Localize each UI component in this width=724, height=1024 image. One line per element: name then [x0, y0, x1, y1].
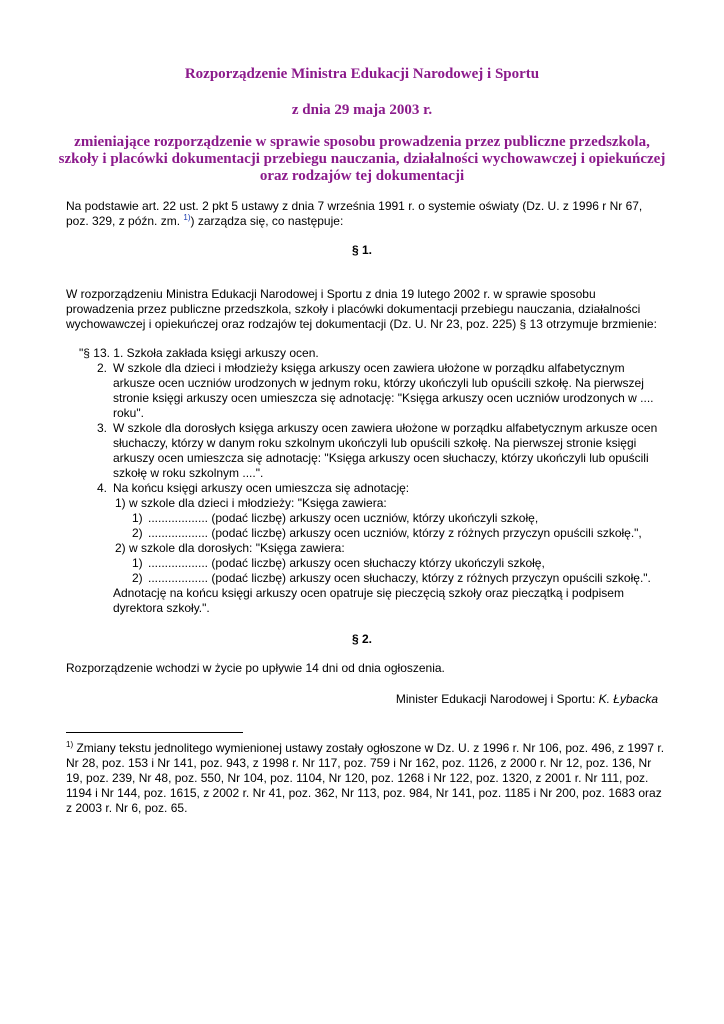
- subject-line-2: szkoły i placówki dokumentacji przebiegu nauczania, działalności wychowawczej i opiekuńczej: [58, 151, 666, 167]
- footnote-reference-link[interactable]: 1): [183, 213, 191, 222]
- subpoint-1-2: [66, 526, 666, 541]
- subpoint-text: w szkole dla dzieci i młodzieży: "Księga zawiera:: [129, 496, 387, 510]
- subpoint-number: 1): [132, 556, 143, 570]
- section-2-heading: § 2.: [351, 632, 372, 646]
- subpoint-text: .................. (podać liczbę) arkuszy ocen uczniów, którzy ukończyli szkołę,: [148, 511, 539, 525]
- signature-label: Minister Edukacji Narodowej i Sportu:: [395, 692, 599, 706]
- subpoint-number: 2): [132, 571, 143, 585]
- footnote-divider: [66, 732, 243, 733]
- signature-name: K. Łybacka: [598, 692, 658, 706]
- item-number: 2.: [97, 361, 108, 375]
- item-text: W szkole dla dorosłych księga arkuszy ocen zawiera ułożone w porządku alfabetycznym arkusze ocen słuchaczy, którzy w danym roku szkolnym ukończyli lub opuścili szkołę. Na pierwszej stronie księgi arkuszy ocen umieszcza się adnotację: "Księga arkuszy ocen słuchaczy, którzy ukończyli lub opuścili szkołę w roku szkolnym ....".: [113, 421, 658, 480]
- subpoint-2: [66, 541, 666, 556]
- document-subject: [40, 134, 684, 185]
- provision-item-2: [66, 361, 666, 421]
- subpoint-number: 2): [115, 541, 126, 555]
- legal-basis-end: ) zarządza się, co następuje:: [190, 214, 344, 228]
- signature: [66, 692, 658, 707]
- adnotation-text: Adnotację na końcu księgi arkuszy ocen opatruje się pieczęcią szkoły oraz pieczątką i podpisem dyrektora szkoły.".: [113, 586, 624, 615]
- item-number: 4.: [97, 481, 108, 495]
- subpoint-number: 1): [115, 496, 126, 510]
- document-title: Rozporządzenie Ministra Edukacji Narodowej i Sportu: [184, 66, 540, 82]
- footnote: [66, 741, 666, 816]
- subpoint-number: 2): [132, 526, 143, 540]
- quoted-provision: [66, 346, 666, 616]
- section-1-heading: § 1.: [351, 243, 372, 257]
- entry-into-force: Rozporządzenie wchodzi w życie po upływie 14 dni od dnia ogłoszenia.: [66, 661, 445, 675]
- subpoint-1-1: [66, 511, 666, 526]
- subpoint-number: 1): [132, 511, 143, 525]
- subpoint-1: [66, 496, 666, 511]
- subpoint-text: .................. (podać liczbę) arkuszy ocen słuchaczy którzy ukończyli szkołę,: [148, 556, 545, 570]
- subpoint-text: w szkole dla dorosłych: "Księga zawiera:: [129, 541, 345, 555]
- subpoint-text: .................. (podać liczbę) arkuszy ocen słuchaczy, którzy z różnych przyczyn opuścili szkołę.".: [148, 571, 651, 585]
- section-1-intro: W rozporządzeniu Ministra Edukacji Narodowej i Sportu z dnia 19 lutego 2002 r. w sprawie sposobu prowadzenia przez publiczne przedszkola, szkoły i placówki dokumentacji przebiegu nauczania, działalności wychowawczej i opiekuńczej oraz rodzajów tej dokumentacji (Dz. U. Nr 23, poz. 225) § 13 otrzymuje brzmienie:: [66, 287, 657, 331]
- document-date: z dnia 29 maja 2003 r.: [291, 102, 433, 118]
- item-number: 3.: [97, 421, 108, 435]
- item-text: Na końcu księgi arkuszy ocen umieszcza się adnotację:: [113, 481, 410, 495]
- subpoint-2-1: [66, 556, 666, 571]
- item-text: W szkole dla dzieci i młodzieży księga arkuszy ocen zawiera ułożone w porządku alfabetycznym arkusze ocen uczniów urodzonych w jednym roku, którzy ukończyli lub opuścili szkołę. Na pierwszej stronie księgi arkuszy ocen umieszcza się adnotację: "Księga arkuszy ocen uczniów urodzonych w .... roku".: [113, 361, 654, 420]
- subpoint-2-2: [66, 571, 666, 586]
- provision-item-3: [66, 421, 666, 481]
- subject-line-3: oraz rodzajów tej dokumentacji: [259, 168, 465, 184]
- footnote-text: Zmiany tekstu jednolitego wymienionej ustawy zostały ogłoszone w Dz. U. z 1996 r. Nr 106, poz. 496, z 1997 r. Nr 28, poz. 153 i Nr 141, poz. 943, z 1998 r. Nr 117, poz. 759 i Nr 162, poz. 1126, z 2000 r. Nr 12, poz. 136, Nr 19, poz. 239, Nr 48, poz. 550, Nr 104, poz. 1104, Nr 120, poz. 1268 i Nr 122, poz. 1320, z 2001 r. Nr 111, poz. 1194 i Nr 144, poz. 1615, z 2002 r. Nr 41, poz. 362, Nr 113, poz. 984, Nr 141, poz. 1185 i Nr 200, poz. 1683 oraz z 2003 r. Nr 6, poz. 65.: [66, 741, 665, 815]
- legal-basis-text: Na podstawie art. 22 ust. 2 pkt 5 ustawy z dnia 7 września 1991 r. o systemie oświaty (Dz. U. z 1996 r Nr 67, poz. 329, z późn. zm.: [66, 199, 643, 228]
- footnote-marker: 1): [66, 740, 74, 749]
- legal-basis: [66, 199, 666, 229]
- provision-item-1: "§ 13. 1. Szkoła zakłada księgi arkuszy ocen.: [79, 346, 319, 360]
- provision-item-4: [66, 481, 666, 496]
- subpoint-text: .................. (podać liczbę) arkuszy ocen uczniów, którzy z różnych przyczyn opuścili szkołę.",: [148, 526, 642, 540]
- subject-line-1: zmieniające rozporządzenie w sprawie sposobu prowadzenia przez publiczne przedszkola,: [74, 134, 650, 150]
